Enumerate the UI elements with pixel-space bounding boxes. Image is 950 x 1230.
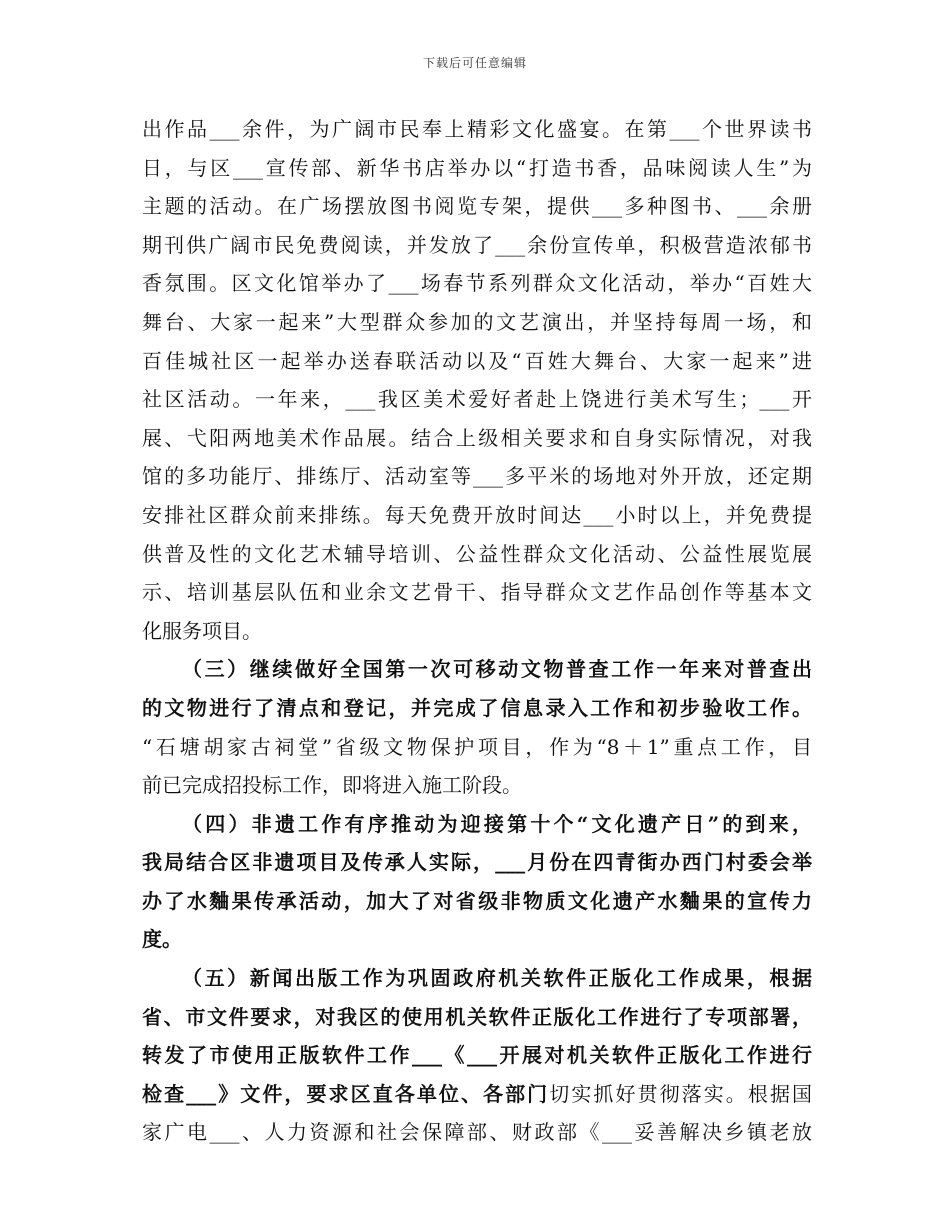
text-line: 展、弋阳两地美术作品展。结合上级相关要求和自身实际情况，对我 bbox=[142, 425, 812, 450]
text-line: 家广电___、人力资源和社会保障部、财政部《___妥善解决乡镇老放 bbox=[142, 1120, 812, 1145]
text-line: 我局结合区非遗项目及传承人实际，___月份在四青街办西门村委会举 bbox=[142, 850, 812, 875]
page-header: 下载后可任意编辑 bbox=[422, 56, 527, 70]
text-line: 示、培训基层队伍和业余文艺骨干、指导群众文艺作品创作等基本文 bbox=[142, 580, 812, 605]
text-line: 香氛围。区文化馆举办了___场春节系列群众文化活动，举办“百姓大 bbox=[142, 271, 812, 296]
text-line: 舞台、大家一起来”大型群众参加的文艺演出，并坚持每周一场，和 bbox=[142, 309, 812, 334]
text-line: 社区活动。一年来，___我区美术爱好者赴上饶进行美术写生；___开 bbox=[142, 387, 812, 412]
text-line: 期刊供广阔市民免费阅读，并发放了___余份宣传单，积极营造浓郁书 bbox=[142, 232, 812, 257]
section-heading-line: （四）非遗工作有序推动为迎接第十个“文化遗产日”的到来， bbox=[182, 811, 812, 836]
text-line: 日，与区___宣传部、新华书店举办以“打造书香，品味阅读人生”为 bbox=[142, 155, 812, 180]
text-line: 出作品___余件，为广阔市民奉上精彩文化盛宴。在第___个世界读书 bbox=[142, 117, 812, 141]
section-heading-line: （五）新闻出版工作为巩固政府机关软件正版化工作成果，根据 bbox=[182, 966, 812, 991]
text-line: 办了水麯果传承活动，加大了对省级非物质文化遗产水麯果的宣传力 bbox=[142, 888, 812, 913]
document-body bbox=[142, 110, 812, 1152]
regular-text-segment: 切实抓好贯彻落实。根据国 bbox=[549, 1081, 812, 1106]
text-line: 馆的多功能厅、排练厅、活动室等___多平米的场地对外开放，还定期 bbox=[142, 464, 812, 489]
text-line: 化服务项目。 bbox=[142, 618, 262, 643]
mixed-text-line bbox=[142, 1075, 812, 1114]
text-line: 主题的活动。在广场摆放图书阅览专架，提供___多种图书、___余册 bbox=[142, 194, 812, 219]
text-line: 转发了市使用正版软件工作___《___开展对机关软件正版化工作进行 bbox=[142, 1043, 812, 1068]
bold-text-segment: 检查___》文件，要求区直各单位、各部门 bbox=[142, 1081, 550, 1106]
text-line: 百佳城社区一起举办送春联活动以及“百姓大舞台、大家一起来”进 bbox=[142, 348, 812, 373]
text-line: 省、市文件要求，对我区的使用机关软件正版化工作进行了专项部署， bbox=[142, 1004, 812, 1029]
text-line: “石塘胡家古祠堂”省级文物保护项目，作为“8＋1”重点工作，目 bbox=[142, 734, 812, 759]
text-line: 供普及性的文化艺术辅导培训、公益性群众文化活动、公益性展览展 bbox=[142, 541, 812, 566]
text-line: 的文物进行了清点和登记，并完成了信息录入工作和初步验收工作。 bbox=[142, 695, 812, 720]
text-line: 度。 bbox=[142, 927, 182, 952]
section-heading-line: （三）继续做好全国第一次可移动文物普查工作一年来对普查出 bbox=[182, 657, 812, 682]
text-line: 安排社区群众前来排练。每天免费开放时间达___小时以上，并免费提 bbox=[142, 502, 812, 527]
text-line: 前已完成招投标工作，即将进入施工阶段。 bbox=[142, 773, 522, 798]
